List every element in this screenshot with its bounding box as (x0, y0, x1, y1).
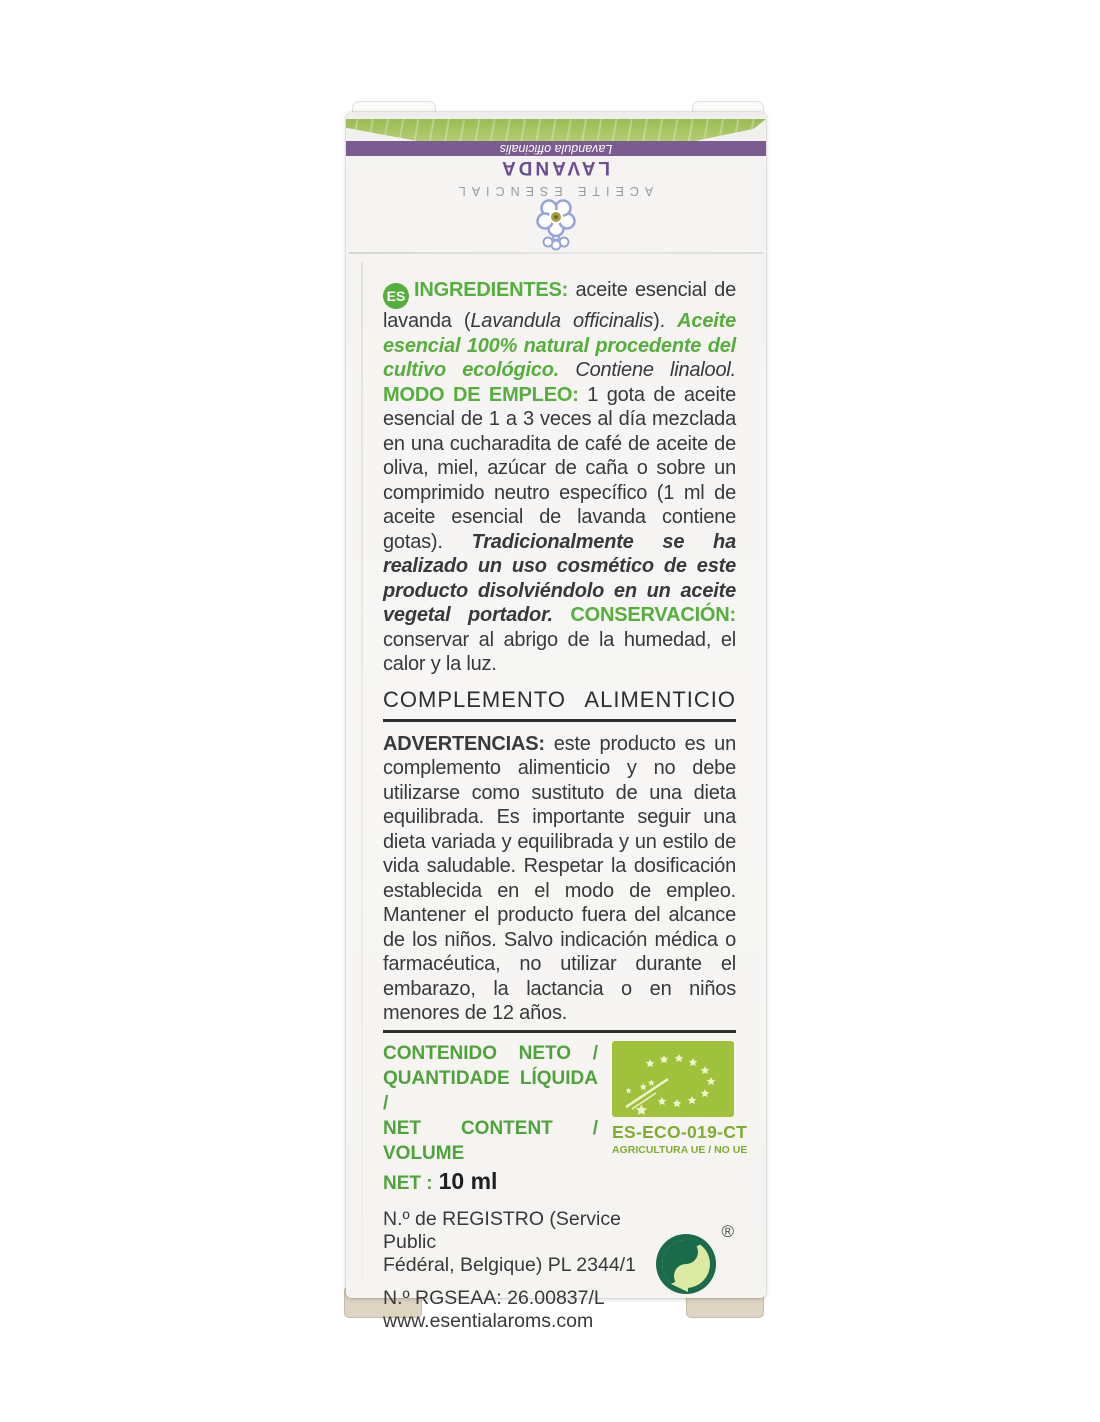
flap-spacer (346, 112, 766, 119)
registro-number: N.º de REGISTRO (Service Public Fédéral, Belgique) PL 2344/1 (383, 1207, 636, 1276)
product-type-label: ACEITE ESENCIAL (452, 184, 654, 198)
divider-rule (383, 1030, 736, 1033)
box-top-panel-upside-down (346, 112, 766, 252)
website-url: www.esentialaroms.com (383, 1309, 594, 1332)
net-content-value-line (383, 1169, 598, 1196)
product-box-back-panel (346, 112, 766, 1332)
net-volume-value: 10 ml (438, 1167, 498, 1194)
food-supplement-header: COMPLEMENTO ALIMENTICIO (383, 687, 736, 722)
rgseaa-number: N.º RGSEAA: 26.00837/L (383, 1286, 605, 1309)
net-content-block (383, 1041, 598, 1196)
net-label: NET : (383, 1172, 433, 1194)
flower-icon (346, 198, 766, 252)
eco-certification-subtitle: AGRICULTURA UE / NO UE (612, 1143, 748, 1156)
eu-organic-certification-block (612, 1041, 748, 1196)
eu-organic-leaf-logo (612, 1041, 734, 1117)
net-content-line-en: NET CONTENT / VOLUME (383, 1117, 598, 1164)
registered-trademark-symbol: ® (721, 1221, 734, 1241)
registration-block (383, 1208, 654, 1333)
box-edge-crease (361, 262, 363, 1284)
botanical-name-band (346, 141, 766, 156)
net-content-line-pt: QUANTIDADE LÍQUIDA / (383, 1067, 598, 1114)
green-dot-recycling-logo (654, 1221, 734, 1296)
rgseaa-and-website (383, 1287, 654, 1333)
net-content-section (383, 1041, 748, 1196)
botanical-name-label: Lavandula officinalis (499, 142, 613, 156)
net-content-line-es: CONTENIDO NETO / (383, 1042, 598, 1064)
registration-section (383, 1208, 736, 1333)
back-label-content (346, 254, 766, 1333)
eco-certification-code: ES-ECO-019-CT (612, 1121, 748, 1142)
warnings-paragraph: ADVERTENCIAS: este producto es un complemento alimenticio y no debe utilizarse como sustituto de una dieta equilibrada. Es importante seguir una dieta variada y equilibrada y un estilo de vida saludable. Respetar la dosificación establecida en el modo de empleo. Mantener el producto fuera del alcance de los niños. Salvo indicación médica o farmacéutica, no utilizar durante el embarazo, la lactancia o en niños menores de 12 años. (383, 732, 736, 1024)
leaf-photo-strip (346, 119, 766, 141)
ingredients-usage-paragraph: ES INGREDIENTES: aceite esencial de lavanda (Lavandula officinalis). Aceite esencial 100% natural procedente del cultivo ecológico. Contiene linalool. MODO DE EMPLEO: 1 gota de aceite esencial de 1 a 3 veces al día mezclada en una cucharadita de café de aceite de oliva, miel, azúcar de caña o sobre un comprimido neutro específico (1 ml de aceite esencial de lavanda contiene gotas). Tradicionalmente se ha realizado un uso cosmético de este producto disolviéndolo en un aceite vegetal portador. CONSERVACIÓN: conservar al abrigo de la humedad, el calor y la luz. (383, 279, 736, 675)
product-name-label: LAVANDA (498, 157, 611, 178)
